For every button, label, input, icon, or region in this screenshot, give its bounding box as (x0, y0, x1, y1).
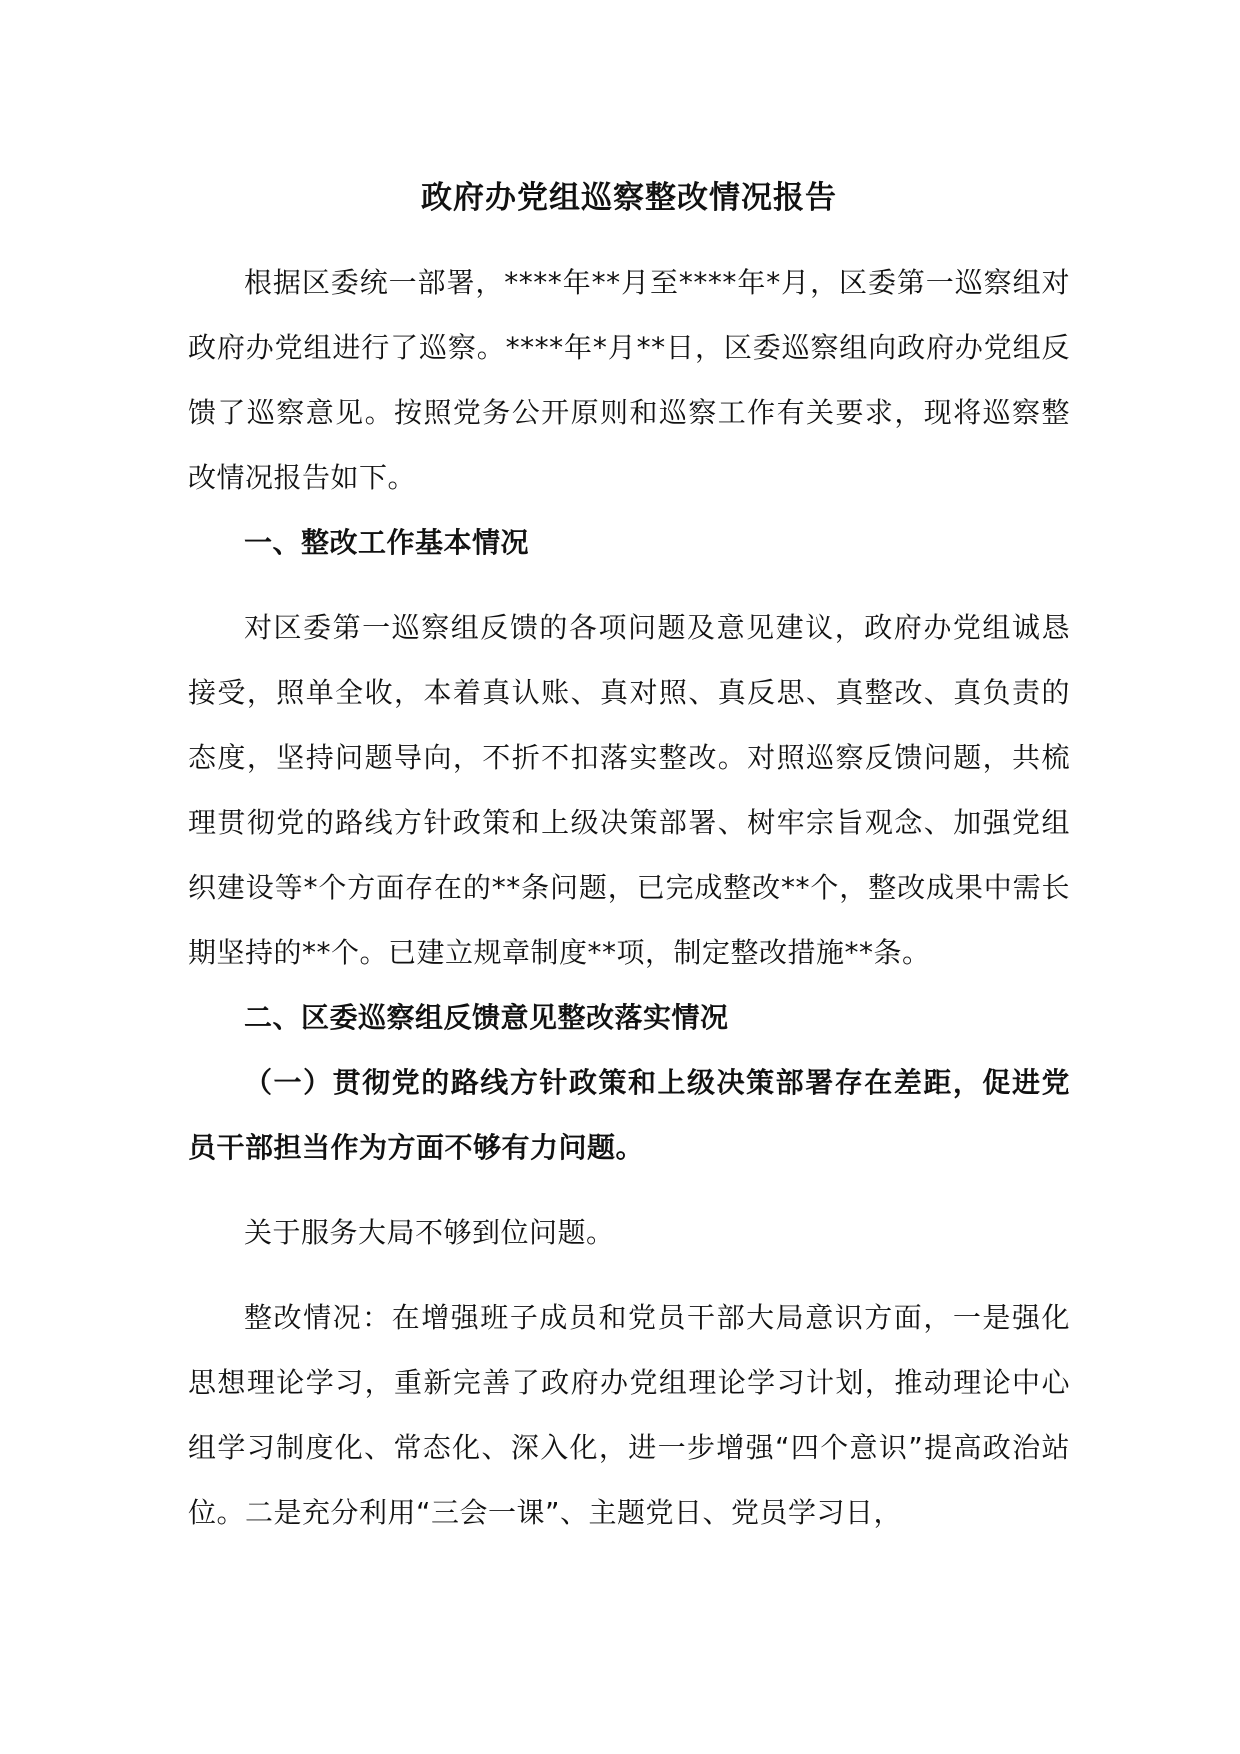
section-1-heading: 一、整改工作基本情况 (244, 526, 530, 559)
intro-paragraph: 根据区委统一部署，****年**月至****年*月，区委第一巡察组对政府办党组进行了巡察。****年*月**日，区委巡察组向政府办党组反馈了巡察意见。按照党务公开原则和巡察工作有关要求，现将巡察整改情况报告如下。 (188, 266, 1070, 494)
section-1-body: 对区委第一巡察组反馈的各项问题及意见建议，政府办党组诚恳接受，照单全收，本着真认账、真对照、真反思、真整改、真负责的态度，坚持问题导向，不折不扣落实整改。对照巡察反馈问题，共梳理贯彻党的路线方针政策和上级决策部署、树牢宗旨观念、加强党组织建设等*个方面存在的**条问题，已完成整改**个，整改成果中需长期坚持的**个。已建立规章制度**项，制定整改措施**条。 (188, 611, 1070, 969)
issue-paragraph: 关于服务大局不够到位问题。 (244, 1216, 615, 1249)
rectification-paragraph: 整改情况：在增强班子成员和党员干部大局意识方面，一是强化思想理论学习，重新完善了政府办党组理论学习计划，推动理论中心组学习制度化、常态化、深入化，进一步增强“四个意识”提高政治站位。二是充分利用“三会一课”、主题党日、党员学习日， (188, 1301, 1070, 1529)
document-page (188, 176, 1070, 1545)
section-2-heading: 二、区委巡察组反馈意见整改落实情况 (244, 1001, 729, 1034)
section-2-sub-1-heading: （一）贯彻党的路线方针政策和上级决策部署存在差距，促进党员干部担当作为方面不够有力问题。 (188, 1066, 1070, 1164)
document-title: 政府办党组巡察整改情况报告 (421, 180, 837, 216)
